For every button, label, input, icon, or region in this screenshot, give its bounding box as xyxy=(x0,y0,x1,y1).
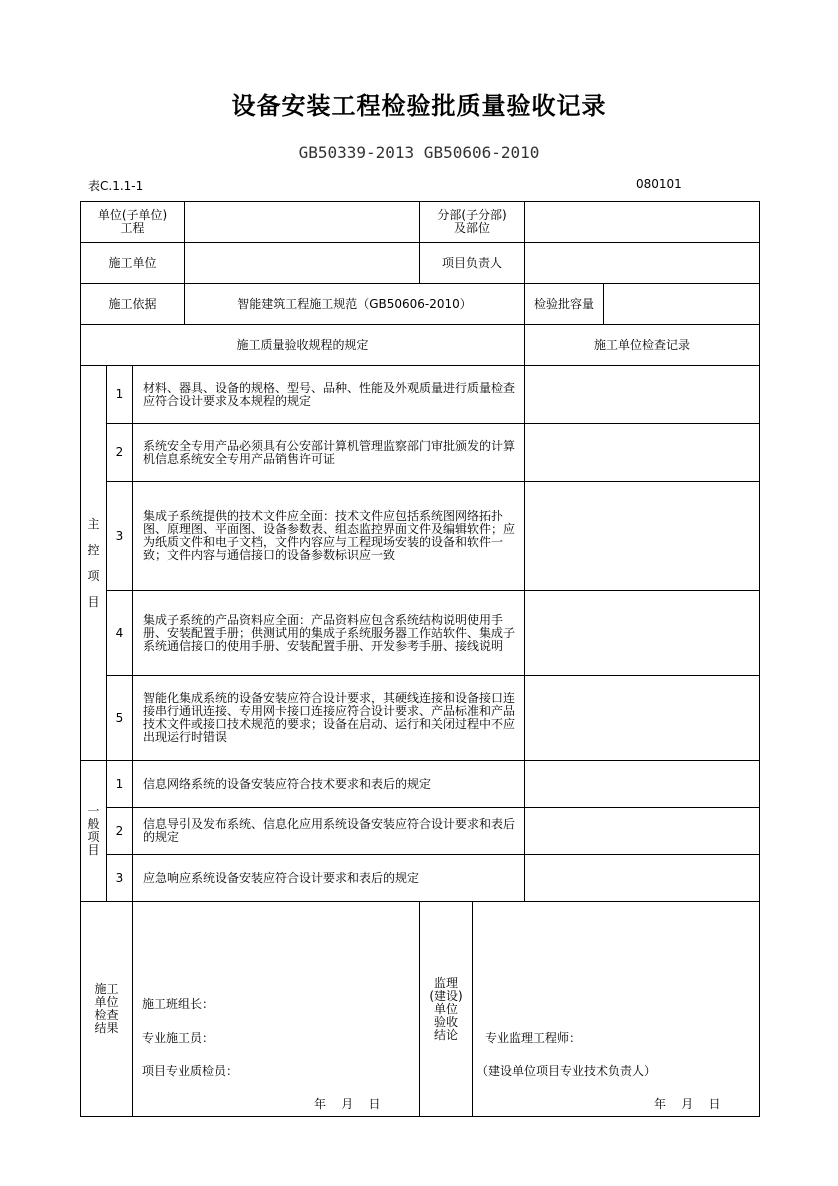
general-item-text: 应急响应系统设备安装应符合设计要求和表后的规定 xyxy=(132,854,525,902)
form-code: 080101 xyxy=(636,177,682,191)
supervisor-date: 年 月 日 xyxy=(654,1097,721,1111)
general-item-record[interactable] xyxy=(524,760,760,808)
document-title: 设备安装工程检验批质量验收记录 xyxy=(231,92,607,120)
main-item-no: 5 xyxy=(106,675,133,761)
supervisor-conclusion-area[interactable] xyxy=(472,901,760,1117)
general-item-text: 信息网络系统的设备安装应符合技术要求和表后的规定 xyxy=(132,760,525,808)
unit-project-label: 单位(子单位) 工程 xyxy=(80,201,185,243)
team-leader-signature: 施工班组长： xyxy=(142,997,215,1011)
main-item-text: 集成子系统提供的技术文件应全面：技术文件应包括系统图网络拓扑图、原理图、平面图、设备参数表、组态监控界面文件及编辑软件；应为纸质文件和电子文档，文件内容应与工程现场安装的设备和软件一致；文件内容与通信接口的设备参数标识应一致 xyxy=(132,481,525,591)
general-item-text: 信息导引及发布系统、信息化应用系统设备安装应符合设计要求和表后的规定 xyxy=(132,807,525,855)
standards-reference: GB50339-2013 GB50606-2010 xyxy=(298,143,540,162)
unit-project-value[interactable] xyxy=(184,201,420,243)
contractor-result-label: 施工 单位 检查 结果 xyxy=(80,901,133,1117)
manager-label: 项目负责人 xyxy=(419,242,525,284)
manager-value[interactable] xyxy=(524,242,760,284)
main-item-record[interactable] xyxy=(524,365,760,424)
main-item-text: 智能化集成系统的设备安装应符合设计要求，其硬线连接和设备接口连接串行通讯连接、专用网卡接口连接应符合设计要求、产品标准和产品技术文件或接口技术规范的要求；设备在启动、运行和关闭过程中不应出现运行时错误 xyxy=(132,675,525,761)
owner-rep-signature: （建设单位项目专业技术负责人） xyxy=(476,1064,657,1078)
contractor-value[interactable] xyxy=(184,242,420,284)
form-number: 表C.1.1-1 xyxy=(88,179,144,193)
quality-inspector-signature: 项目专业质检员： xyxy=(142,1064,239,1078)
main-item-no: 4 xyxy=(106,590,133,676)
division-label: 分部(子分部) 及部位 xyxy=(419,201,525,243)
basis-label: 施工依据 xyxy=(80,283,185,325)
contractor-label: 施工单位 xyxy=(80,242,185,284)
general-item-no: 3 xyxy=(106,854,133,902)
main-item-record[interactable] xyxy=(524,481,760,591)
main-item-text: 材料、器具、设备的规格、型号、品种、性能及外观质量进行质量检查应符合设计要求及本规程的规定 xyxy=(132,365,525,424)
general-item-no: 1 xyxy=(106,760,133,808)
main-item-no: 1 xyxy=(106,365,133,424)
capacity-label: 检验批容量 xyxy=(524,283,604,325)
general-item-record[interactable] xyxy=(524,807,760,855)
contractor-date: 年 月 日 xyxy=(314,1097,381,1111)
main-item-record[interactable] xyxy=(524,423,760,482)
main-items-label: 主 控 项 目 xyxy=(80,365,107,761)
main-item-no: 3 xyxy=(106,481,133,591)
main-item-text: 系统安全专用产品必须具有公安部计算机管理监察部门审批颁发的计算机信息系统安全专用产品销售许可证 xyxy=(132,423,525,482)
general-item-record[interactable] xyxy=(524,854,760,902)
supervisor-engineer-signature: 专业监理工程师： xyxy=(485,1031,582,1045)
main-item-no: 2 xyxy=(106,423,133,482)
general-item-no: 2 xyxy=(106,807,133,855)
construction-worker-signature: 专业施工员： xyxy=(142,1031,215,1045)
main-item-record[interactable] xyxy=(524,590,760,676)
general-items-label: 一 般 项 目 xyxy=(80,760,107,902)
division-value[interactable] xyxy=(524,201,760,243)
main-item-text: 集成子系统的产品资料应全面：产品资料应包含系统结构说明使用手册、安装配置手册；供测试用的集成子系统服务器工作站软件、集成子系统通信接口的使用手册、安装配置手册、开发参考手册、接线说明 xyxy=(132,590,525,676)
main-item-record[interactable] xyxy=(524,675,760,761)
record-header: 施工单位检查记录 xyxy=(524,324,760,366)
basis-value: 智能建筑工程施工规范（GB50606-2010） xyxy=(184,283,525,325)
supervisor-conclusion-label: 监理 (建设) 单位 验收 结论 xyxy=(419,901,473,1117)
capacity-value[interactable] xyxy=(603,283,760,325)
rules-header: 施工质量验收规程的规定 xyxy=(80,324,525,366)
